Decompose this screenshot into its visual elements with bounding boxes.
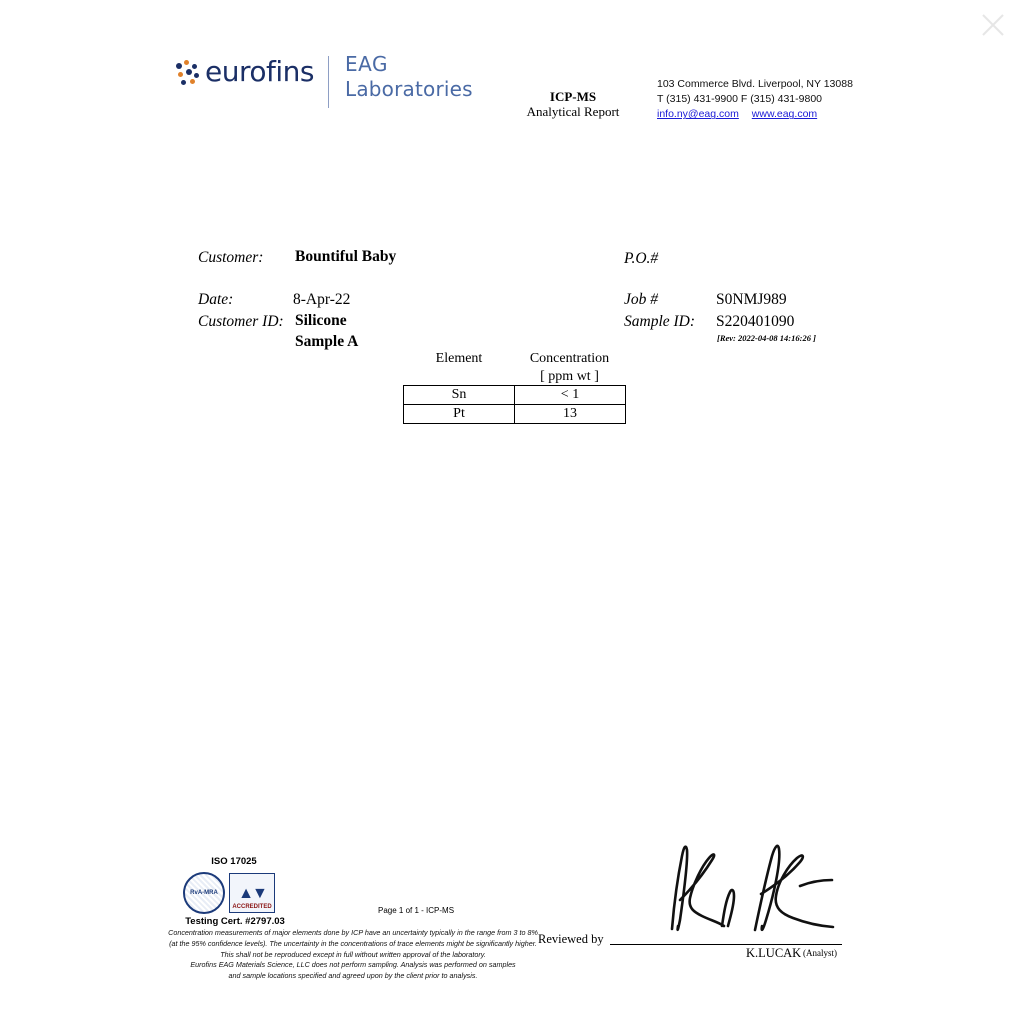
accredited-seal-label: ACCREDITED bbox=[232, 904, 272, 910]
reviewer-role: (Analyst) bbox=[803, 948, 837, 958]
lab-email-link[interactable]: info.ny@eag.com bbox=[657, 108, 739, 121]
disclaimer-line-4: Eurofins EAG Materials Science, LLC does not perform sampling. Analysis was performed on samples bbox=[190, 960, 516, 970]
job-value: S0NMJ989 bbox=[716, 291, 787, 308]
address-line-2: T (315) 431-9900 F (315) 431-9800 bbox=[657, 93, 822, 106]
results-header-concentration: Concentration bbox=[529, 351, 610, 366]
close-icon[interactable] bbox=[976, 8, 1010, 42]
po-label: P.O.# bbox=[624, 250, 659, 267]
signature-line bbox=[610, 944, 842, 945]
cell-element: Sn bbox=[404, 386, 515, 405]
revision-stamp: [Rev: 2022-04-08 14:16:26 ] bbox=[717, 333, 816, 343]
address-line-1: 103 Commerce Blvd. Liverpool, NY 13088 bbox=[657, 78, 853, 90]
sample-id-label: Sample ID: bbox=[624, 313, 696, 330]
cell-concentration: 13 bbox=[515, 405, 626, 424]
reviewer-name: K.LUCAK bbox=[746, 946, 802, 960]
reviewed-by-label: Reviewed by bbox=[538, 932, 604, 946]
table-row bbox=[404, 405, 626, 424]
disclaimer-line-3: This shall not be reproduced except in full without written approval of the laboratory. bbox=[220, 949, 486, 959]
customer-id-label: Customer ID: bbox=[198, 313, 284, 330]
division-line-2: Laboratories bbox=[344, 77, 473, 101]
lab-address bbox=[657, 77, 853, 123]
testing-certificate: Testing Cert. #2797.03 bbox=[185, 916, 285, 927]
report-type: ICP-MS bbox=[549, 89, 597, 104]
lab-website-link[interactable]: www.eag.com bbox=[751, 108, 818, 121]
sample-id-value: S220401090 bbox=[716, 313, 795, 330]
job-label: Job # bbox=[624, 291, 659, 308]
customer-value: Bountiful Baby bbox=[295, 248, 397, 265]
results-table bbox=[403, 385, 626, 424]
disclaimer bbox=[168, 928, 538, 982]
customer-id-value: Silicone bbox=[295, 312, 347, 329]
date-value: 8-Apr-22 bbox=[293, 291, 351, 308]
disclaimer-line-2: (at the 95% confidence levels). The uncertainty in the concentrations of trace elements might be significantly higher. bbox=[169, 938, 537, 948]
accreditation-seals bbox=[183, 872, 275, 914]
division-line-1: EAG bbox=[344, 52, 388, 76]
logo-dots-icon bbox=[176, 60, 202, 86]
rva-mra-seal-icon: RvA-MRA bbox=[183, 872, 225, 914]
eurofins-logo bbox=[176, 52, 473, 108]
date-label: Date: bbox=[198, 291, 234, 308]
cell-element: Pt bbox=[404, 405, 515, 424]
table-row bbox=[404, 386, 626, 405]
disclaimer-line-1: Concentration measurements of major elements done by ICP have an uncertainty typically in the range from 3 to 8% bbox=[168, 928, 538, 937]
logo-divider bbox=[328, 56, 329, 108]
division-name bbox=[345, 52, 473, 102]
accredited-seal-icon bbox=[229, 873, 275, 913]
page-mark: Page 1 of 1 - ICP-MS bbox=[378, 906, 455, 915]
brand-name: eurofins bbox=[205, 55, 314, 88]
report-subtitle: Analytical Report bbox=[526, 104, 620, 119]
results-header-units: [ ppm wt ] bbox=[540, 369, 599, 384]
customer-id-value-2: Sample A bbox=[295, 333, 359, 350]
customer-label: Customer: bbox=[198, 249, 264, 266]
results-header-element: Element bbox=[435, 351, 483, 366]
iso-title: ISO 17025 bbox=[211, 856, 257, 867]
signature-image bbox=[660, 834, 850, 944]
cell-concentration: < 1 bbox=[515, 386, 626, 405]
seal-glyph: ▲▼ bbox=[238, 885, 266, 902]
disclaimer-line-5: and sample locations specified and agreed upon by the client prior to analysis. bbox=[228, 971, 478, 981]
